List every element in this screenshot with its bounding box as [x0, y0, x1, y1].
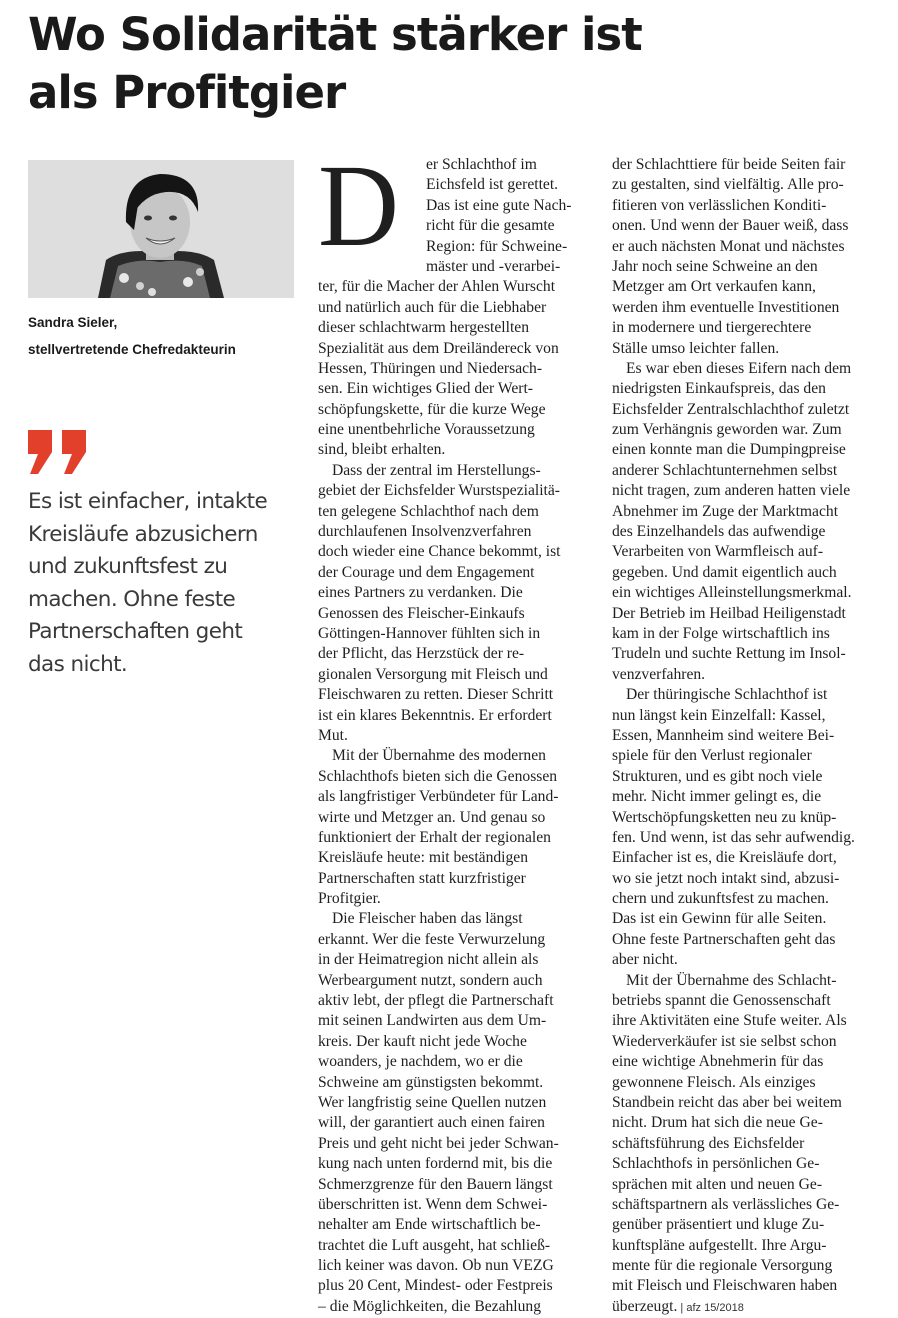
- quotation-mark-icon: [26, 430, 90, 474]
- text-line: [318, 318, 590, 338]
- text-line: [318, 1215, 590, 1235]
- text-line-content: als langfristiger Verbündeter für Land-: [318, 788, 559, 806]
- text-line-content: nicht tragen, zum anderen hatten viele: [612, 482, 851, 500]
- text-line: [612, 563, 884, 583]
- text-line-content: sen. Ein wichtiges Glied der Wert-: [318, 380, 533, 398]
- text-line-content: lich keiner was davon. Ob nun VEZG: [318, 1257, 554, 1275]
- text-line-content: mit seinen Landwirten aus dem Um-: [318, 1012, 547, 1030]
- text-line-content: Der thüringische Schlachthof ist: [626, 686, 828, 704]
- text-line-content: will, der garantiert auch einen fairen: [318, 1114, 545, 1132]
- text-line-content: mehr. Nicht immer gelingt es, die: [612, 788, 822, 806]
- text-line-content: nicht. Drum hat sich die neue Ge-: [612, 1114, 823, 1132]
- pull-quote-line: machen. Ohne feste: [28, 586, 236, 612]
- text-line-content: Fleischwaren zu retten. Dieser Schritt: [318, 686, 554, 704]
- text-line-content: aber nicht.: [612, 951, 678, 969]
- text-line-content: eine wichtige Abnehmerin für das: [612, 1053, 824, 1071]
- text-line-content: Standbein reicht das aber bei weitem: [612, 1093, 842, 1111]
- text-line: [318, 665, 590, 685]
- text-line-content: plus 20 Cent, Mindest- oder Festpreis: [318, 1277, 553, 1295]
- text-line: [612, 277, 884, 297]
- text-line-content: kam in der Folge wirtschaftlich ins: [612, 624, 830, 642]
- text-line: [318, 950, 590, 970]
- text-line-content: Eichsfeld ist gerettet.: [426, 176, 559, 194]
- text-line: [612, 624, 884, 644]
- text-line: [612, 420, 884, 440]
- text-line-content: sind, bleibt erhalten.: [318, 441, 446, 459]
- text-line-content: anderer Schlachtunternehmen selbst: [612, 461, 838, 479]
- text-line: [318, 237, 590, 257]
- text-line: [318, 563, 590, 583]
- text-line-content: Es war eben dieses Eifern nach dem: [626, 359, 852, 377]
- text-line-content: er Schlachthof im: [426, 156, 537, 173]
- text-line-content: mente für die regionale Versorgung: [612, 1257, 833, 1275]
- text-line-content: schöpfungskette, für die kurze Wege: [318, 400, 546, 418]
- text-line-content: zu gestalten, sind vielfältig. Alle pro-: [612, 176, 844, 194]
- text-line: [318, 379, 590, 399]
- text-line: [612, 196, 884, 216]
- text-line-content: wirte und Metzger an. Und genau so: [318, 808, 546, 826]
- text-line: [318, 257, 590, 277]
- text-line: [318, 726, 590, 746]
- text-line-content: onen. Und wenn der Bauer weiß, dass: [612, 217, 849, 235]
- text-line: [318, 481, 590, 501]
- article-column-1: [318, 140, 590, 1317]
- text-line: [612, 461, 884, 481]
- text-line: [612, 1195, 884, 1215]
- text-line-content: schäftspartnern als verlässliches Ge-: [612, 1195, 840, 1213]
- text-line: [318, 420, 590, 440]
- text-line: [318, 909, 590, 929]
- text-line-content: Die Fleischer haben das längst: [332, 910, 523, 928]
- text-line-content: Dass der zentral im Herstellungs-: [332, 461, 541, 479]
- text-line: [612, 604, 884, 624]
- author-role: stellvertretende Chefredakteurin: [28, 342, 236, 357]
- text-line: [612, 155, 884, 175]
- text-line: [612, 889, 884, 909]
- text-line: [318, 1011, 590, 1031]
- text-line: [612, 665, 884, 685]
- text-line-content: Das ist eine gute Nach-: [426, 196, 572, 214]
- text-line-content: Schweine am günstigsten bekommt.: [318, 1073, 544, 1091]
- text-line-content: woanders, je nachdem, wo er die: [318, 1053, 523, 1071]
- text-line: [612, 583, 884, 603]
- text-line: [612, 257, 884, 277]
- text-line: [612, 1073, 884, 1093]
- text-line: [318, 1093, 590, 1113]
- drop-cap: D: [318, 140, 399, 271]
- text-line: [318, 339, 590, 359]
- text-line: [612, 400, 884, 420]
- text-line-content: eine unentbehrliche Voraussetzung: [318, 421, 535, 439]
- pull-quote-line: Kreisläufe abzusichern: [28, 521, 258, 547]
- text-line-content: chern und zukunftsfest zu machen.: [612, 890, 829, 908]
- text-line-content: ter, für die Macher der Ahlen Wurscht: [318, 278, 556, 296]
- text-line: [318, 1256, 590, 1276]
- text-line-content: Hessen, Thüringen und Niedersach-: [318, 359, 543, 377]
- text-line-content: Mit der Übernahme des Schlacht-: [626, 971, 837, 989]
- text-line-content: richt für die gesamte: [426, 217, 555, 235]
- text-line-content: Profitgier.: [318, 890, 381, 908]
- text-line-content: gegeben. Und damit eigentlich auch: [612, 563, 837, 581]
- text-line-content: Mit der Übernahme des modernen: [332, 747, 546, 765]
- text-line-content: trachtet die Luft ausgeht, hat schließ-: [318, 1236, 551, 1254]
- text-line: [612, 237, 884, 257]
- text-line: [318, 746, 590, 766]
- text-line-content: Metzger am Ort verkaufen kann,: [612, 278, 816, 296]
- text-line-content: erkannt. Wer die feste Verwurzelung: [318, 930, 546, 948]
- text-line: [612, 1276, 884, 1296]
- text-line: [318, 1276, 590, 1296]
- pull-quote-line: das nicht.: [28, 651, 128, 677]
- text-line-content: Göttingen-Hannover fühlten sich in: [318, 624, 541, 642]
- text-line: [612, 706, 884, 726]
- text-line-content: Wertschöpfungsketten neu zu knüp-: [612, 808, 837, 826]
- author-portrait: [28, 160, 294, 298]
- text-line-content: ihre Aktivitäten eine Stufe weiter. Als: [612, 1012, 847, 1030]
- text-line-content: genüber präsentiert und kluge Zu-: [612, 1216, 825, 1234]
- text-line: [318, 767, 590, 787]
- pull-quote-line: und zukunftsfest zu: [28, 554, 228, 579]
- text-line: [318, 787, 590, 807]
- source-reference: | afz 15/2018: [677, 1301, 744, 1314]
- text-line-content: ten gelegene Schlachthof nach dem: [318, 502, 539, 520]
- text-line-content: Ohne feste Partnerschaften geht das: [612, 930, 836, 948]
- pull-quote: [28, 486, 300, 681]
- text-line-content: gionalen Versorgung mit Fleisch und: [318, 665, 548, 683]
- text-line: [318, 1195, 590, 1215]
- text-line-content: nun längst kein Einzelfall: Kassel,: [612, 706, 826, 724]
- text-line-content: Jahr noch seine Schweine an den: [612, 257, 818, 275]
- text-line: [612, 1175, 884, 1195]
- text-line-content: fen. Und wenn, ist das sehr aufwendig.: [612, 828, 855, 846]
- text-line: [318, 808, 590, 828]
- text-line-content: der Pflicht, das Herzstück der re-: [318, 645, 525, 663]
- text-line-content: funktioniert der Erhalt der regionalen: [318, 828, 551, 846]
- text-line: [612, 1011, 884, 1031]
- text-line: [318, 1032, 590, 1052]
- text-line: [612, 440, 884, 460]
- text-line-content: Genossen des Fleischer-Einkaufs: [318, 604, 525, 622]
- text-line: [612, 971, 884, 991]
- text-line-content: sprächen mit alten und neuen Ge-: [612, 1175, 823, 1193]
- text-line: [612, 318, 884, 338]
- pull-quote-line: Es ist einfacher, intakte: [28, 489, 268, 514]
- text-line: [318, 1297, 590, 1317]
- text-line: [612, 379, 884, 399]
- text-line: [612, 1236, 884, 1256]
- text-line: [612, 481, 884, 501]
- text-line-content: wo sie jetzt noch intakt sind, abzusi-: [612, 869, 840, 887]
- text-line: [318, 359, 590, 379]
- text-line: [318, 971, 590, 991]
- text-line: [318, 277, 590, 297]
- text-line-content: Wiederverkäufer ist sie selbst schon: [612, 1032, 837, 1050]
- text-line: [318, 1113, 590, 1133]
- text-line: [612, 502, 884, 522]
- text-line: [318, 991, 590, 1011]
- text-line: [318, 583, 590, 603]
- text-line: [612, 339, 884, 359]
- text-line-content: und natürlich auch für die Liebhaber: [318, 298, 547, 316]
- text-line: [612, 1093, 884, 1113]
- text-line-content: Wer langfristig seine Quellen nutzen: [318, 1093, 547, 1111]
- text-line: [612, 1052, 884, 1072]
- text-line-content: Einfacher ist es, die Kreisläufe dort,: [612, 849, 837, 867]
- text-line-content: mäster und -verarbei-: [426, 257, 561, 275]
- text-line-content: Preis und geht nicht bei jeder Schwan-: [318, 1134, 559, 1152]
- text-line: [612, 175, 884, 195]
- text-line: [318, 685, 590, 705]
- text-line-content: Kreisläufe heute: mit beständigen: [318, 849, 529, 867]
- text-line: [612, 298, 884, 318]
- text-line: [612, 767, 884, 787]
- text-line-content: überzeugt.: [612, 1297, 678, 1315]
- text-line: [612, 359, 884, 379]
- text-line-content: niedrigsten Einkaufspreis, das den: [612, 380, 826, 398]
- text-line: [612, 1297, 884, 1317]
- text-line: [318, 1175, 590, 1195]
- text-line: [612, 542, 884, 562]
- text-line: [318, 869, 590, 889]
- text-line: [612, 1215, 884, 1235]
- text-line: [612, 930, 884, 950]
- text-line: [318, 1154, 590, 1174]
- text-line: [612, 808, 884, 828]
- text-line: [612, 216, 884, 236]
- text-line-content: Trudeln und suchte Rettung im Insol-: [612, 645, 846, 663]
- text-line-content: Werbeargument nutzt, sondern auch: [318, 971, 543, 989]
- text-line-content: durchlaufenen Insolvenzverfahren: [318, 523, 532, 541]
- text-line-content: in modernere und tiergerechtere: [612, 319, 812, 337]
- text-line: [318, 542, 590, 562]
- text-line: [612, 991, 884, 1011]
- text-line: [612, 1256, 884, 1276]
- text-line: [612, 1134, 884, 1154]
- text-line-content: dieser schlachtwarm hergestellten: [318, 319, 530, 337]
- text-line-content: des Einzelhandels das aufwendige: [612, 523, 826, 541]
- text-line-content: Schmerzgrenze für den Bauern längst: [318, 1175, 553, 1193]
- text-line: [612, 746, 884, 766]
- text-line-content: Schlachthofs bieten sich die Genossen: [318, 767, 558, 785]
- text-line: [612, 828, 884, 848]
- article-headline: [28, 6, 878, 122]
- text-line-content: er auch nächsten Monat und nächstes: [612, 237, 845, 255]
- text-line: [318, 624, 590, 644]
- text-line-content: Schlachthofs in persönlichen Ge-: [612, 1155, 820, 1173]
- text-line-content: doch wieder eine Chance bekommt, ist: [318, 543, 561, 561]
- text-line: [318, 889, 590, 909]
- pull-quote-line: Partnerschaften geht: [28, 619, 243, 644]
- text-line: [318, 196, 590, 216]
- text-line: [612, 685, 884, 705]
- text-line: [612, 848, 884, 868]
- text-line: [318, 1236, 590, 1256]
- text-line: [612, 726, 884, 746]
- text-line-content: werden ihm eventuelle Investitionen: [612, 298, 840, 316]
- author-name: Sandra Sieler,: [28, 315, 118, 330]
- text-line-content: der Schlachttiere für beide Seiten fair: [612, 156, 846, 173]
- article-column-2: [612, 155, 884, 1317]
- text-line: [612, 787, 884, 807]
- text-line: [318, 440, 590, 460]
- text-line-content: spiele für den Verlust regionaler: [612, 747, 812, 765]
- text-line: [318, 522, 590, 542]
- text-line-content: einen konnte man die Dumpingpreise: [612, 441, 846, 459]
- text-line-content: betriebs spannt die Genossenschaft: [612, 992, 831, 1010]
- text-line-content: gebiet der Eichsfelder Wurstspezialitä-: [318, 482, 560, 500]
- text-line-content: – die Möglichkeiten, die Bezahlung: [318, 1297, 542, 1315]
- text-line-content: Partnerschaften statt kurzfristiger: [318, 869, 526, 887]
- text-line-content: nehalter am Ende wirtschaftlich be-: [318, 1216, 541, 1234]
- text-line: [318, 461, 590, 481]
- text-line-content: Abnehmer im Zuge der Marktmacht: [612, 502, 839, 520]
- text-line-content: Das ist ein Gewinn für alle Seiten.: [612, 910, 827, 928]
- headline-line-2: als Profitgier: [28, 66, 346, 119]
- text-line-content: schäftsführung des Eichsfelder: [612, 1134, 805, 1152]
- text-line: [318, 828, 590, 848]
- text-line: [318, 502, 590, 522]
- text-line: [318, 216, 590, 236]
- text-line: [318, 848, 590, 868]
- text-line-content: Spezialität aus dem Dreiländereck von: [318, 339, 559, 357]
- text-line: [612, 1032, 884, 1052]
- text-line: [318, 1073, 590, 1093]
- headline-line-1: Wo Solidarität stärker ist: [28, 8, 642, 61]
- text-line-content: eines Partners zu verdanken. Die: [318, 584, 523, 602]
- author-credit: [28, 309, 298, 363]
- text-line: [318, 706, 590, 726]
- text-line-content: Region: für Schweine-: [426, 237, 568, 255]
- text-line-content: Essen, Mannheim sind weitere Bei-: [612, 726, 835, 744]
- text-line-content: fitieren von verlässlichen Konditi-: [612, 196, 827, 214]
- text-line-content: kreis. Der kauft nicht jede Woche: [318, 1032, 527, 1050]
- text-line: [612, 1154, 884, 1174]
- text-line-content: Strukturen, und es gibt noch viele: [612, 767, 823, 785]
- text-line: [612, 869, 884, 889]
- text-line-content: Eichsfelder Zentralschlachthof zuletzt: [612, 400, 850, 418]
- text-line: [612, 909, 884, 929]
- text-line-content: ein wichtiges Alleinstellungsmerkmal.: [612, 584, 852, 602]
- text-line-content: der Courage und dem Engagement: [318, 563, 535, 581]
- text-line-content: zum Verhängnis geworden war. Zum: [612, 421, 842, 439]
- text-line: [318, 400, 590, 420]
- text-line-content: Verarbeiten von Warmfleisch auf-: [612, 543, 824, 561]
- text-line: [318, 298, 590, 318]
- text-line-content: gewonnene Fleisch. Als einziges: [612, 1073, 816, 1091]
- text-line: [318, 175, 590, 195]
- text-line: [318, 604, 590, 624]
- text-line: [612, 522, 884, 542]
- text-line-content: kunftspläne aufgestellt. Ihre Argu-: [612, 1236, 827, 1254]
- text-line: [612, 644, 884, 664]
- text-line: [612, 1113, 884, 1133]
- text-line-content: in der Heimatregion nicht allein als: [318, 951, 539, 969]
- text-line-content: aktiv lebt, der pflegt die Partnerschaft: [318, 992, 554, 1010]
- text-line: [318, 155, 590, 175]
- text-line-content: mit Fleisch und Fleischwaren haben: [612, 1277, 838, 1295]
- text-line-content: ist ein klares Bekenntnis. Er erfordert: [318, 706, 552, 724]
- text-line-content: Der Betrieb im Heilbad Heiligenstadt: [612, 604, 846, 622]
- text-line: [318, 1134, 590, 1154]
- text-line-content: Ställe umso leichter fallen.: [612, 339, 780, 357]
- text-line-content: kung nach unten fordernd mit, bis die: [318, 1155, 553, 1173]
- text-line-content: Mut.: [318, 726, 348, 744]
- text-line-content: venzverfahren.: [612, 665, 706, 683]
- text-line: [318, 644, 590, 664]
- text-line: [318, 1052, 590, 1072]
- text-line: [318, 930, 590, 950]
- text-line-content: überschritten ist. Wenn dem Schwei-: [318, 1195, 548, 1213]
- text-line: [612, 950, 884, 970]
